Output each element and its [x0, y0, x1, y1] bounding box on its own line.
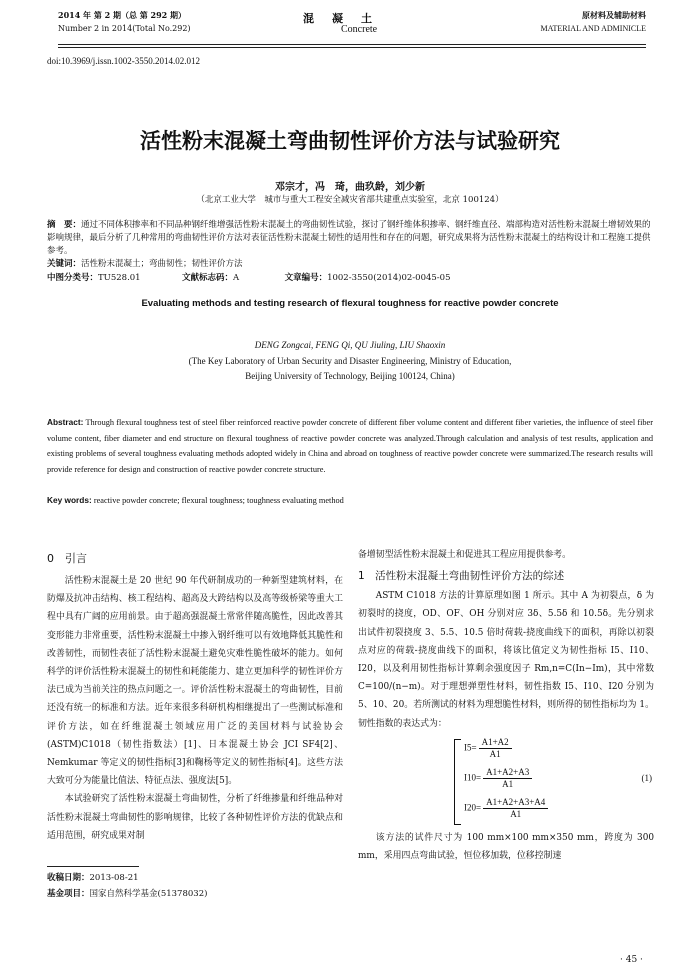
authors-cn: 邓宗才，冯 琦，曲玖龄，刘少新 — [275, 182, 425, 193]
header-rule-thin — [58, 47, 646, 48]
right-column — [358, 546, 654, 865]
page-number: · 45 · — [620, 955, 643, 965]
equation-i10-denominator: A1 — [502, 778, 514, 789]
journal-name-cn: 混凝土 — [303, 12, 390, 25]
keywords-cn — [47, 258, 653, 271]
paper-title-en: Evaluating methods and testing research of flexural toughness for reactive powder concrete — [141, 298, 559, 309]
keywords-cn-text: 活性粉末混凝土；弯曲韧性；韧性评价方法 — [81, 259, 243, 269]
keywords-en-text: reactive powder concrete; flexural toughness; toughness evaluating method — [93, 496, 344, 505]
section-1-heading: 1 活性粉末混凝土弯曲韧性评价方法的综述 — [358, 570, 565, 583]
abstract-en-text: Through flexural toughness test of steel fiber reinforced reactive powder concrete of different fiber volume content and different fiber varieties, the influence of steel fiber volume content, fiber diameter and end structure on flexural toughness of reactive powder concrete was analyzed.Through calculation and analysis of test results, application and existing problems of several toughness evaluating methods adopted widely in China and abroad on toughness of reactive powder concrete were summarized.The research results will provide reference for design and construction of reactive powder concrete structure. — [47, 418, 653, 475]
abstract-cn-label: 摘 要： — [47, 220, 82, 230]
received-date — [47, 871, 139, 883]
equation-line-i5 — [464, 737, 512, 760]
clc-value: TU528.01 — [98, 273, 141, 283]
doccode-label: 文献标志码： — [182, 273, 234, 283]
section-0-heading: 0 引言 — [47, 552, 87, 565]
classification-line — [47, 272, 653, 285]
received-label: 收稿日期： — [47, 873, 90, 883]
issue-en: Number 2 in 2014(Total No.292) — [58, 24, 191, 33]
article-no-label: 文章编号： — [284, 273, 328, 283]
section-0-paragraph-2-continued: 备增韧型活性粉末混凝土和促进其工程应用提供参考。 — [358, 550, 571, 560]
journal-name-en: Concrete — [341, 24, 378, 35]
equation-i20-numerator: A1+A2+A3+A4 — [483, 797, 548, 809]
article-no-value: 1002-3550(2014)02-0045-05 — [327, 273, 451, 283]
left-column — [47, 550, 343, 845]
abstract-cn — [47, 219, 653, 258]
running-header — [58, 10, 646, 42]
section-en: MATERIAL AND ADMINICLE — [540, 24, 646, 33]
equation-number: (1) — [641, 772, 652, 783]
equation-i10-lhs: I10= — [464, 772, 482, 783]
footnote-rule — [47, 866, 139, 867]
equation-i5-lhs: I5= — [464, 742, 477, 753]
section-0-paragraph-2: 本试验研究了活性粉末混凝土弯曲韧性，分析了纤维掺量和纤维品种对活性粉末混凝土弯曲韧性的影响规律，比较了各种韧性评价方法的优缺点和适用范围，研究成果对制 — [47, 794, 343, 841]
affiliation-cn: （北京工业大学 城市与重大工程安全减灾省部共建重点实验室，北京 100124） — [196, 195, 504, 205]
abstract-en-label: Abstract: — [47, 417, 84, 427]
affiliation-en-line1: (The Key Laboratory of Urban Security and Disaster Engineering, Ministry of Education, — [188, 356, 512, 366]
doccode-value: A — [233, 273, 240, 283]
equation-line-i10 — [464, 767, 532, 790]
paper-title-cn: 活性粉末混凝土弯曲韧性评价方法与试验研究 — [140, 129, 560, 153]
section-cn: 原材料及辅助材料 — [582, 10, 646, 20]
keywords-cn-label: 关键词： — [47, 259, 82, 269]
keywords-en-label: Key words: — [47, 495, 92, 505]
equation-line-i20 — [464, 797, 548, 820]
fund-value: 国家自然科学基金(51378032) — [89, 889, 208, 899]
section-1-paragraph-1: ASTM C1018 方法的计算原理如图 1 所示。其中 A 为初裂点，δ 为初裂时的挠度，OD、OF、OH 分别对应 3δ、5.5δ 和 10.5δ。先分别求出试件初裂挠度 3、5.5、10.5 倍时荷载-挠度曲线下的面积，再除以初裂点对应的荷载-挠度曲线下的面积，将该比值定义为韧性指标 I5、I10、I20，以及利用韧性指标计算剩余强度因子 Rm,n=C(In−Im)，其中常数 C=100/(n−m)。对于理想弹塑性材料，韧性指数 I5、I10、I20 分别为 5、10、20。若所测试的材料为理想脆性材料，则所得的韧性指标均为 1。韧性指数的表达式为： — [358, 591, 654, 729]
affiliation-en-line2: Beijing University of Technology, Beijing 100124, China) — [245, 371, 455, 381]
equation-i5-numerator: A1+A2 — [479, 737, 512, 749]
received-value: 2013-08-21 — [89, 873, 139, 883]
equation-i5-denominator: A1 — [489, 748, 501, 759]
equation-brace — [454, 739, 461, 825]
header-rule-thick — [58, 44, 646, 45]
section-0-paragraph-1: 活性粉末混凝土是 20 世纪 90 年代研制成功的一种新型建筑材料，在防爆及抗冲击结构、核工程结构、超高及大跨结构以及高等级桥梁等重大工程中具有广阔的应用前景。由于超高强混凝土常常伴随高脆性，因此改善其变形能力非常重要，活性粉末混凝土中掺入钢纤维可以有效地降低其脆性和改善韧性，而韧性表征了活性粉末混凝土避免灾难性脆性破坏的能力。如何科学的评价活性粉末混凝土的韧性和耗能能力、建立更加科学的韧性评价方法已成为当前关注的热点问题之一。评价活性粉末混凝土的弯曲韧性，目前还没有统一的标准和方法。近年来很多科研机构相继提出了一些测试标准和评价方法，如在纤维混凝土领域应用广泛的美国材料与试验协会(ASTM)C1018（韧性指数法）[1]、日本混凝土协会 JCI SF4[2]、Nemkumar 等定义的韧性指标[3]和鞠杨等定义的韧性指标[4]。这些方法大致可分为能量比值法、特征点法、强度法[5]。 — [47, 576, 343, 787]
authors-en: DENG Zongcai, FENG Qi, QU Jiuling, LIU Shaoxin — [254, 340, 446, 350]
equation-i20-denominator: A1 — [510, 808, 522, 819]
fund-label: 基金项目： — [47, 889, 90, 899]
section-1-paragraph-2: 该方法的试件尺寸为 100 mm×100 mm×350 mm，跨度为 300 mm，采用四点弯曲试验，恒位移加载，位移控制速 — [358, 832, 654, 862]
fund-project — [47, 887, 207, 899]
abstract-en — [47, 415, 653, 478]
equation-i20-lhs: I20= — [464, 802, 482, 813]
abstract-cn-text: 通过不同体积掺率和不同品种钢纤维增强活性粉末混凝土的弯曲韧性试验，探讨了钢纤维体积掺率、钢纤维直径、端部构造对活性粉末混凝土增韧效果的影响规律，最后分析了几种常用的弯曲韧性评价方法对表征活性粉末混凝土韧性的适用性和存在的问题，研究成果将为活性粉末混凝土的结构设计和工程施工提供参考。 — [47, 220, 651, 256]
clc-label: 中图分类号： — [47, 273, 99, 283]
equation-i10-numerator: A1+A2+A3 — [483, 767, 532, 779]
keywords-en — [47, 495, 653, 505]
doi: doi:10.3969/j.issn.1002-3550.2014.02.012 — [47, 56, 201, 66]
equation-1 — [358, 735, 654, 827]
issue-cn: 2014 年 第 2 期（总 第 292 期） — [58, 10, 187, 20]
